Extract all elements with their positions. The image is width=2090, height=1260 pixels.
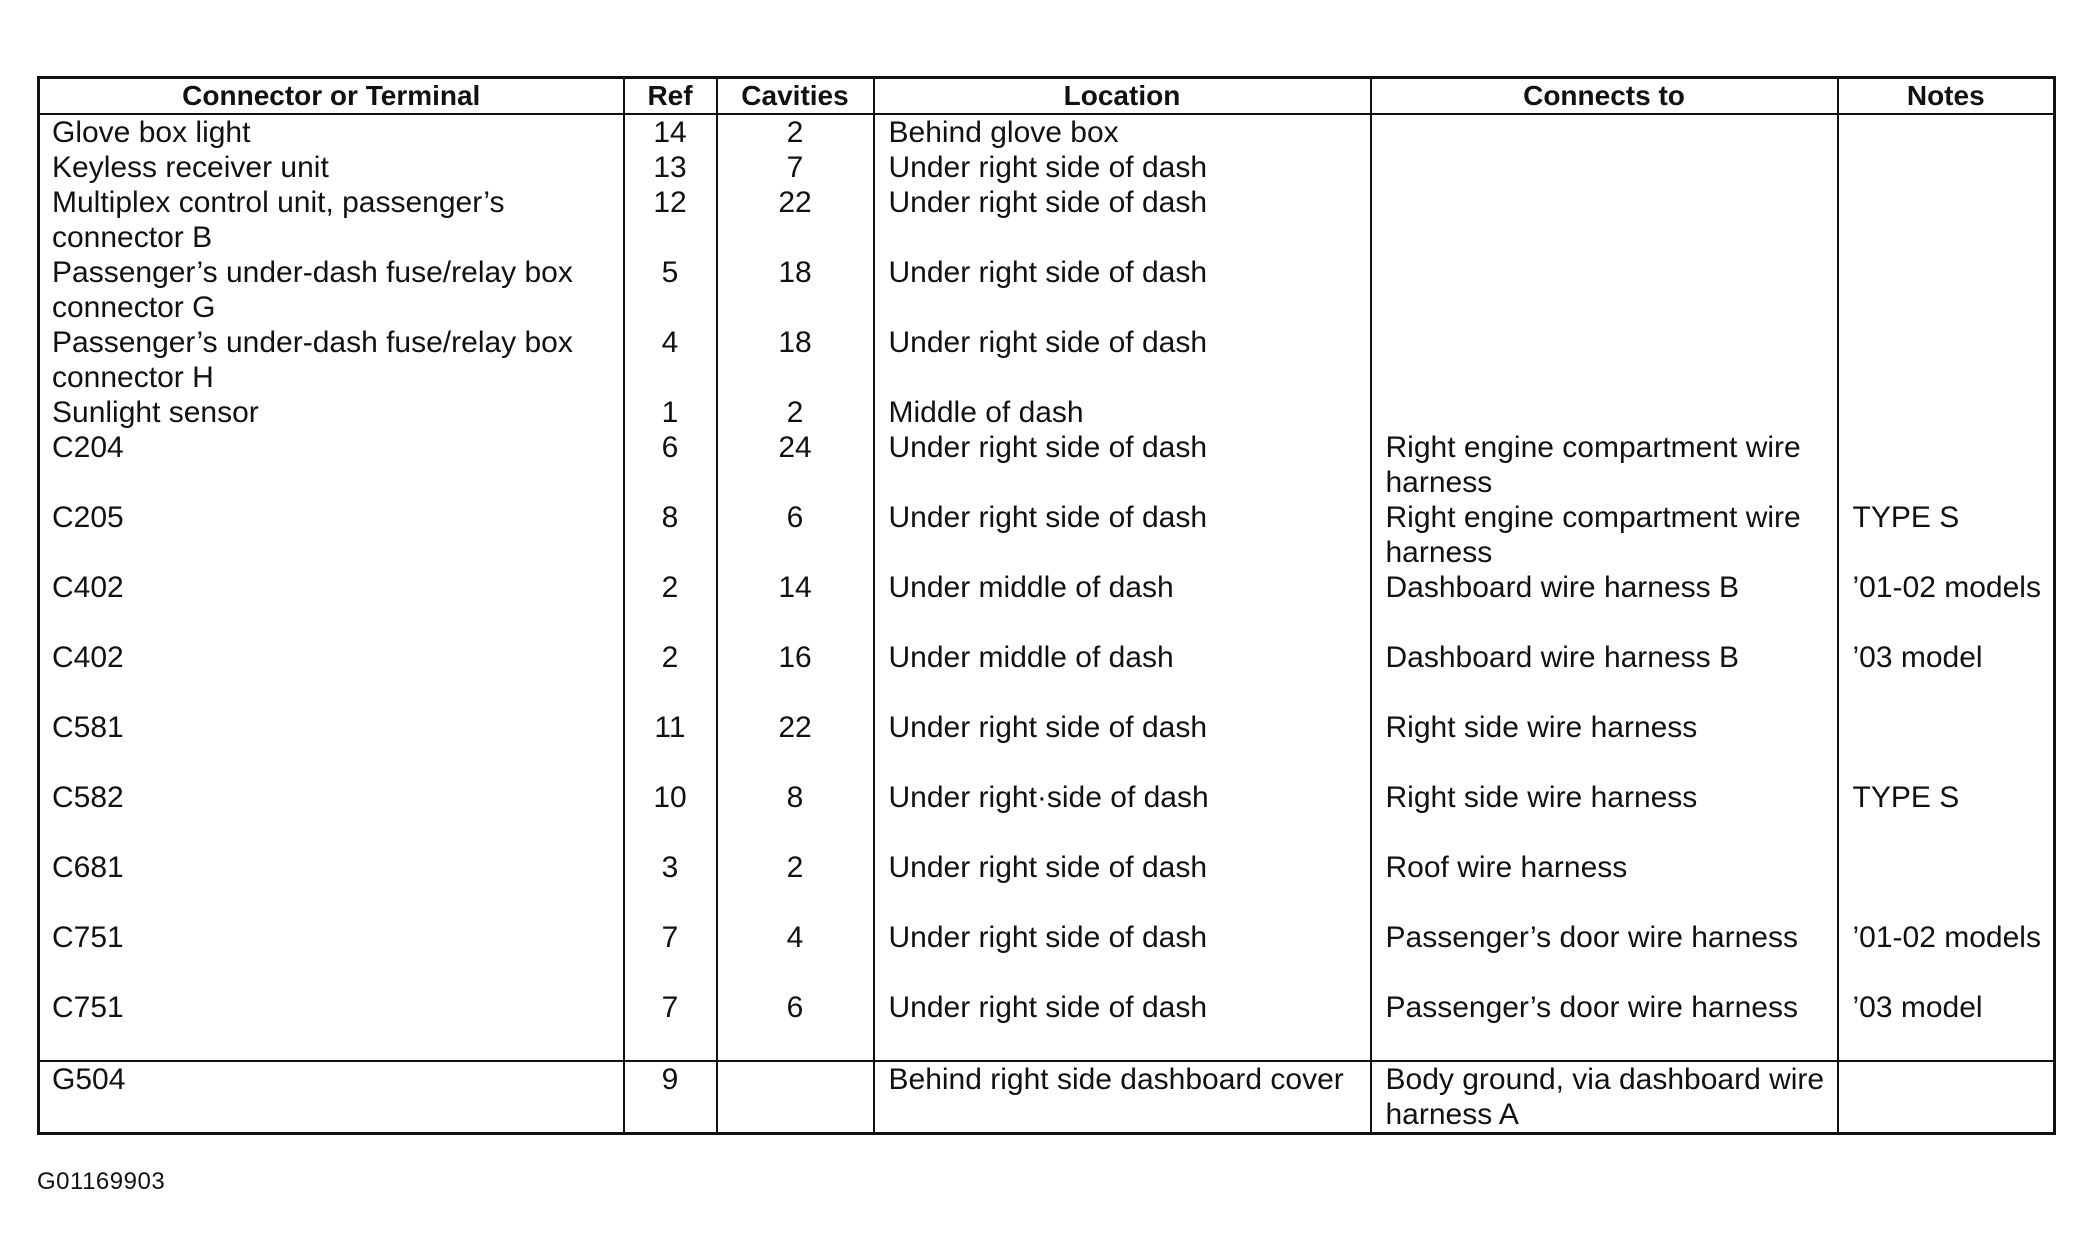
cell-notes xyxy=(1838,114,2055,150)
cell-ref: 9 xyxy=(624,1061,717,1134)
cell-ref: 11 xyxy=(624,710,717,780)
table-row xyxy=(39,325,2055,395)
cell-location: Under right side of dash xyxy=(874,850,1371,920)
cell-notes: ’03 model xyxy=(1838,990,2055,1061)
connector-table xyxy=(37,76,2056,1135)
cell-ref: 5 xyxy=(624,255,717,325)
table-row xyxy=(39,990,2055,1061)
cell-location: Middle of dash xyxy=(874,395,1371,430)
cell-location: Behind right side dashboard cover xyxy=(874,1061,1371,1134)
cell-connector: C204 xyxy=(52,431,124,464)
cell-connector: Glove box light xyxy=(52,116,251,149)
cell-connector: G504 xyxy=(39,1061,624,1134)
cell-connector: C681 xyxy=(52,851,124,884)
table-row xyxy=(39,570,2055,640)
cell-notes: ’01-02 models xyxy=(1838,570,2055,640)
cell-connects-to: Passenger’s door wire harness xyxy=(1371,920,1838,990)
cell-notes: TYPE S xyxy=(1838,500,2055,570)
table-row xyxy=(39,255,2055,325)
cell-ref: 2 xyxy=(624,640,717,710)
cell-location: Under right side of dash xyxy=(874,430,1371,500)
cell-ref: 12 xyxy=(624,185,717,255)
table-row xyxy=(39,850,2055,920)
cell-location: Under right·side of dash xyxy=(874,780,1371,850)
cell-connects-to: Dashboard wire harness B xyxy=(1371,570,1838,640)
cell-connects-to: Right side wire harness xyxy=(1371,780,1838,850)
cell-cavities: 18 xyxy=(717,325,874,395)
cell-notes: ’03 model xyxy=(1838,640,2055,710)
cell-connector: C581 xyxy=(52,711,124,744)
table-row xyxy=(39,150,2055,185)
cell-connects-to: Roof wire harness xyxy=(1371,850,1838,920)
cell-ref: 3 xyxy=(624,850,717,920)
cell-notes xyxy=(1838,395,2055,430)
cell-location: Under right side of dash xyxy=(874,185,1371,255)
connector-table-container xyxy=(37,76,2053,1135)
cell-connects-to: Body ground, via dashboard wire harness A xyxy=(1371,1061,1838,1134)
cell-connects-to xyxy=(1371,395,1838,430)
table-row xyxy=(39,780,2055,850)
cell-cavities xyxy=(717,1061,874,1134)
cell-ref: 4 xyxy=(624,325,717,395)
cell-notes xyxy=(1838,255,2055,325)
cell-connects-to xyxy=(1371,185,1838,255)
table-row xyxy=(39,185,2055,255)
table-row xyxy=(39,430,2055,500)
cell-ref: 7 xyxy=(624,920,717,990)
cell-connects-to: Right engine compartment wire harness xyxy=(1371,500,1838,570)
cell-cavities: 14 xyxy=(717,570,874,640)
cell-cavities: 6 xyxy=(717,990,874,1061)
cell-location: Under right side of dash xyxy=(874,255,1371,325)
cell-cavities: 18 xyxy=(717,255,874,325)
cell-connector: C751 xyxy=(52,921,124,954)
cell-ref: 1 xyxy=(624,395,717,430)
cell-notes xyxy=(1838,430,2055,500)
cell-location: Under middle of dash xyxy=(874,570,1371,640)
table-row xyxy=(39,500,2055,570)
cell-notes xyxy=(1838,325,2055,395)
cell-location: Behind glove box xyxy=(874,114,1371,150)
cell-connects-to xyxy=(1371,150,1838,185)
cell-cavities: 2 xyxy=(717,850,874,920)
cell-ref: 2 xyxy=(624,570,717,640)
cell-cavities: 8 xyxy=(717,780,874,850)
cell-ref: 14 xyxy=(624,114,717,150)
cell-notes xyxy=(1838,1061,2055,1134)
cell-location: Under right side of dash xyxy=(874,990,1371,1061)
cell-cavities: 16 xyxy=(717,640,874,710)
cell-connects-to: Passenger’s door wire harness xyxy=(1371,990,1838,1061)
cell-location: Under right side of dash xyxy=(874,710,1371,780)
cell-connector: Multiplex control unit, passenger’s connector B xyxy=(52,186,505,254)
cell-notes xyxy=(1838,185,2055,255)
cell-connector: Sunlight sensor xyxy=(52,396,259,429)
cell-cavities: 6 xyxy=(717,500,874,570)
header-ref: Ref xyxy=(624,78,717,115)
cell-connector: Passenger’s under-dash fuse/relay box connector H xyxy=(52,326,573,394)
cell-ref: 10 xyxy=(624,780,717,850)
figure-id: G01169903 xyxy=(37,1168,166,1195)
header-notes: Notes xyxy=(1838,78,2055,115)
cell-connector: Keyless receiver unit xyxy=(52,151,329,184)
table-row xyxy=(39,114,2055,150)
cell-connects-to: Dashboard wire harness B xyxy=(1371,640,1838,710)
cell-ref: 8 xyxy=(624,500,717,570)
cell-connector: C402 xyxy=(52,571,124,604)
header-cavities: Cavities xyxy=(717,78,874,115)
cell-cavities: 22 xyxy=(717,710,874,780)
cell-ref: 13 xyxy=(624,150,717,185)
cell-cavities: 22 xyxy=(717,185,874,255)
table-row xyxy=(39,1061,2055,1134)
cell-connector: C402 xyxy=(52,641,124,674)
cell-cavities: 24 xyxy=(717,430,874,500)
cell-ref: 7 xyxy=(624,990,717,1061)
cell-notes xyxy=(1838,850,2055,920)
cell-notes xyxy=(1838,150,2055,185)
cell-connects-to xyxy=(1371,325,1838,395)
cell-location: Under right side of dash xyxy=(874,150,1371,185)
cell-connects-to xyxy=(1371,114,1838,150)
cell-connector: Passenger’s under-dash fuse/relay box connector G xyxy=(52,256,573,324)
cell-cavities: 2 xyxy=(717,114,874,150)
header-connects-to: Connects to xyxy=(1371,78,1838,115)
cell-connects-to: Right side wire harness xyxy=(1371,710,1838,780)
cell-location: Under right side of dash xyxy=(874,500,1371,570)
cell-location: Under middle of dash xyxy=(874,640,1371,710)
cell-notes: ’01-02 models xyxy=(1838,920,2055,990)
cell-cavities: 4 xyxy=(717,920,874,990)
cell-cavities: 2 xyxy=(717,395,874,430)
cell-connects-to: Right engine compartment wire harness xyxy=(1371,430,1838,500)
header-connector: Connector or Terminal xyxy=(39,78,624,115)
cell-connector: C205 xyxy=(52,501,124,534)
cell-connector: C582 xyxy=(52,781,124,814)
table-header-row xyxy=(39,78,2055,115)
cell-cavities: 7 xyxy=(717,150,874,185)
table-row xyxy=(39,640,2055,710)
cell-notes: TYPE S xyxy=(1838,780,2055,850)
table-row xyxy=(39,920,2055,990)
cell-connects-to xyxy=(1371,255,1838,325)
cell-ref: 6 xyxy=(624,430,717,500)
cell-connector: C751 xyxy=(52,991,124,1024)
cell-location: Under right side of dash xyxy=(874,920,1371,990)
table-row xyxy=(39,710,2055,780)
cell-notes xyxy=(1838,710,2055,780)
header-location: Location xyxy=(874,78,1371,115)
cell-location: Under right side of dash xyxy=(874,325,1371,395)
table-row xyxy=(39,395,2055,430)
